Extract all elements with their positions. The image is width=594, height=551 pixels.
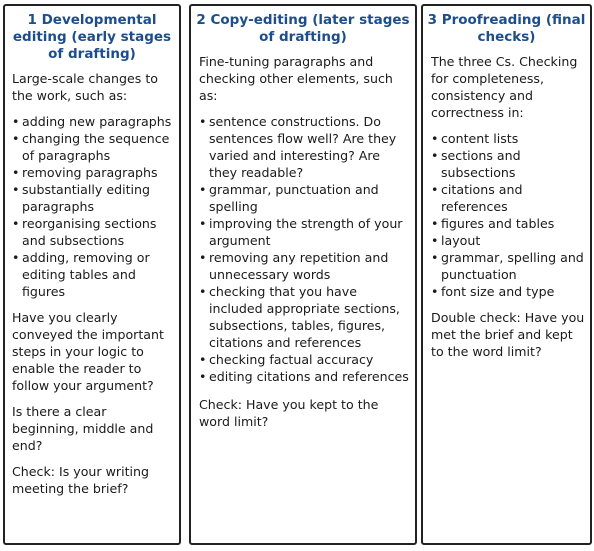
bullet-icon: • bbox=[12, 165, 20, 180]
list-item: • citations and references bbox=[431, 182, 523, 214]
bullet-icon: • bbox=[431, 148, 439, 163]
bullet-icon: • bbox=[199, 369, 207, 384]
bullet-icon: • bbox=[199, 182, 207, 197]
bullet-icon: • bbox=[431, 131, 439, 146]
bullet-list bbox=[431, 130, 586, 300]
bullet-icon: • bbox=[431, 284, 439, 299]
list-item: • font size and type bbox=[431, 284, 555, 299]
column-title: 2 Copy-editing (later stages of drafting) bbox=[196, 12, 410, 45]
bullet-icon: • bbox=[12, 114, 20, 129]
list-item: • improving the strength of your argument bbox=[199, 216, 403, 248]
column-title: 1 Developmental editing (early stages of drafting) bbox=[12, 12, 172, 62]
bullet-icon: • bbox=[199, 216, 207, 231]
list-item: • sections and subsections bbox=[431, 148, 521, 180]
list-item: • grammar, punctuation and spelling bbox=[199, 182, 379, 214]
body-paragraph: Is there a clear beginning, middle and end? bbox=[12, 404, 154, 453]
bullet-list bbox=[199, 113, 411, 385]
bullet-icon: • bbox=[431, 182, 439, 197]
list-item: • adding new paragraphs bbox=[12, 114, 172, 129]
list-item: • removing paragraphs bbox=[12, 165, 158, 180]
list-item: • layout bbox=[431, 233, 481, 248]
check-paragraph: Double check: Have you met the brief and kept to the word limit? bbox=[431, 310, 585, 359]
bullet-icon: • bbox=[431, 216, 439, 231]
column-copy-editing bbox=[189, 4, 417, 545]
list-item: • changing the sequence of paragraphs bbox=[12, 131, 170, 163]
list-item: • content lists bbox=[431, 131, 519, 146]
bullet-icon: • bbox=[12, 216, 20, 231]
bullet-icon: • bbox=[12, 131, 20, 146]
bullet-icon: • bbox=[12, 250, 20, 265]
column-proofreading bbox=[421, 4, 592, 545]
column-developmental-editing bbox=[3, 4, 181, 545]
column-body bbox=[191, 53, 415, 430]
list-item: • sentence constructions. Do sentences flow well? Are they varied and interesting? Are they readable? bbox=[199, 114, 397, 180]
column-body bbox=[423, 53, 590, 360]
list-item: • checking factual accuracy bbox=[199, 352, 374, 367]
list-item: • editing citations and references bbox=[199, 369, 409, 384]
intro-text: The three Cs. Checking for completeness, consistency and correctness in: bbox=[431, 54, 578, 120]
list-item: • adding, removing or editing tables and figures bbox=[12, 250, 150, 299]
list-item: • reorganising sections and subsections bbox=[12, 216, 157, 248]
bullet-icon: • bbox=[199, 250, 207, 265]
bullet-icon: • bbox=[199, 284, 207, 299]
check-paragraph: Check: Is your writing meeting the brief? bbox=[12, 464, 149, 496]
bullet-icon: • bbox=[431, 233, 439, 248]
bullet-icon: • bbox=[199, 352, 207, 367]
column-body bbox=[5, 70, 179, 497]
list-item: • figures and tables bbox=[431, 216, 555, 231]
intro-text: Large-scale changes to the work, such as: bbox=[12, 71, 158, 103]
body-paragraph: Have you clearly conveyed the important steps in your logic to enable the reader to follow your argument? bbox=[12, 310, 164, 393]
column-title: 3 Proofreading (final checks) bbox=[427, 12, 586, 45]
intro-text: Fine-tuning paragraphs and checking other elements, such as: bbox=[199, 54, 393, 103]
list-item: • substantially editing paragraphs bbox=[12, 182, 150, 214]
list-item: • grammar, spelling and punctuation bbox=[431, 250, 584, 282]
check-paragraph: Check: Have you kept to the word limit? bbox=[199, 397, 379, 429]
list-item: • checking that you have included appropriate sections, subsections, tables, figures, citations and references bbox=[199, 284, 400, 350]
bullet-icon: • bbox=[12, 182, 20, 197]
list-item: • removing any repetition and unnecessary words bbox=[199, 250, 389, 282]
bullet-icon: • bbox=[199, 114, 207, 129]
bullet-icon: • bbox=[431, 250, 439, 265]
bullet-list bbox=[12, 113, 175, 300]
